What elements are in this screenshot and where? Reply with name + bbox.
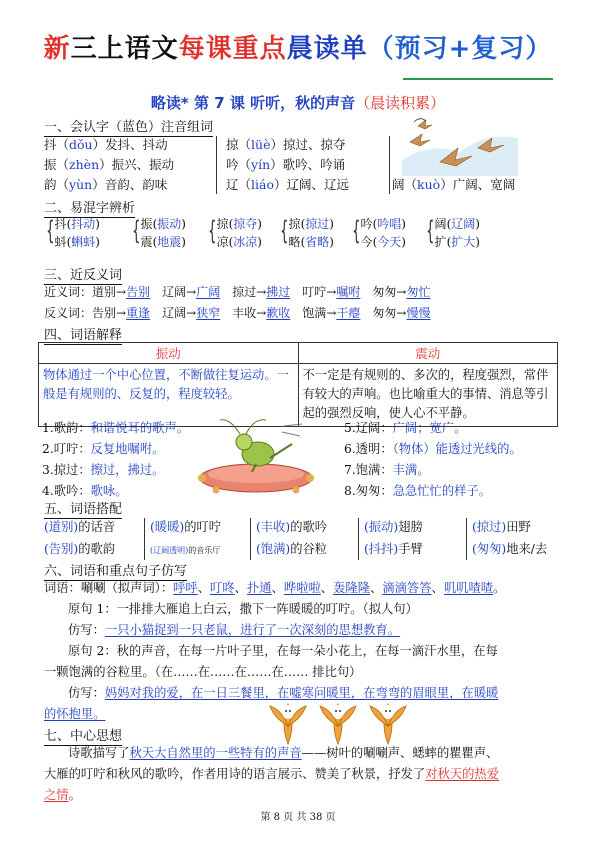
central-idea-line-3: 之情。 (44, 788, 81, 802)
explain-cell-1: 物体通过一个中心位置，不断做往复运动。一般是有规则的、反复的，程度较轻。 (39, 364, 299, 427)
section-heading-2: 二、易混字辨析 (44, 197, 135, 218)
char-column-2 (226, 135, 349, 195)
section-heading-4: 四、词语解释 (44, 324, 122, 345)
collocation: (抖抖)手臂 (364, 542, 423, 556)
central-idea-line-1: 诗歌描写了秋天大自然里的一些特有的声音——树叶的唰唰声、蟋蟀的瞿瞿声、 (68, 746, 499, 760)
divider (389, 136, 390, 194)
lesson-subtitle: 略读* 第 7 课 听听，秋的声音（晨读积累） (150, 94, 446, 112)
char-pair: {抖(抖动) 蚪(蝌蚪) (46, 216, 100, 249)
explain-header-2: 震动 (298, 343, 558, 364)
definition-item: 1.歌韵：和谐悦耳的歌声。 (42, 421, 190, 435)
definition-item: 5.辽阔：广阔；宽广。 (344, 421, 467, 435)
char-pair: {振(振动) 震(地震) (132, 216, 186, 249)
section-heading-3: 三、近反义词 (44, 264, 122, 285)
collocation: (掠过)田野 (472, 520, 531, 534)
definitions-left (42, 418, 189, 502)
char-row: 辽（liáo）辽阔、辽远 (226, 177, 350, 192)
antonym-row: 反义词：告别→重逢 辽阔→狭窄 丰收→歉收 饱满→干瘪 匆匆→慢慢 (44, 306, 431, 320)
char-row: 韵（yùn）音韵、韵味 (44, 177, 168, 192)
char-pair: {掠(掠过) 略(省略) (280, 216, 334, 249)
imitation-2a: 仿写：妈妈对我的爱，在一日三餐里，在嘘寒问暖里，在弯弯的眉眼里，在暖暖 (68, 686, 499, 700)
geese-illustration (400, 112, 520, 176)
collocation: (告别)的歌韵 (44, 542, 116, 556)
original-sentence-1: 原句 1：一排排大雁追上白云，撒下一阵暖暖的叮咛。（拟人句） (68, 602, 418, 616)
explain-cell-2: 不一定是有规则的、多次的，程度强烈，常伴有较大的声响。也比喻重大的事情、消息等引起的强烈反响，使人心不平静。 (298, 364, 558, 427)
definition-item: 2.叮咛：反复地嘱咐。 (42, 442, 165, 456)
char-column-3 (392, 175, 515, 195)
char-pair: {吟(吟唱) 今(今天) (352, 216, 406, 249)
explain-header-1: 振动 (39, 343, 299, 364)
central-idea-line-2: 大雁的叮咛和秋风的歌吟，作者用诗的语言展示、赞美了秋景，抒发了对秋天的热爱 (44, 767, 500, 781)
cricket-on-cushion-illustration (196, 414, 316, 498)
definition-item: 3.掠过：擦过，拂过。 (42, 463, 165, 477)
definitions-right (344, 418, 522, 502)
section-heading-1: 一、会认字（蓝色）注音组词 (44, 116, 213, 137)
char-pair: {阔(辽阔) 扩(扩大) (426, 216, 480, 249)
original-sentence-2b: 一颗饱满的谷粒里。（在……在……在……在…… 排比句） (44, 665, 362, 679)
definition-item: 4.歌吟：歌咏。 (42, 484, 128, 498)
divider (216, 136, 217, 194)
char-row: 掠（lüè）掠过、掠夺 (226, 137, 346, 152)
collocation: (匆匆)地来/去 (472, 542, 548, 556)
page-footer: 第 8 页 共 38 页 (260, 812, 336, 823)
char-row: 振（zhèn）振兴、振动 (44, 157, 175, 172)
char-row: 吟（yín）歌吟、吟诵 (226, 157, 346, 172)
section-heading-6: 六、词语和重点句子仿写 (44, 560, 187, 581)
onomatopoeia-line: 词语：唰唰（拟声词）：呼呼、叮咚、扑通、哗啦啦、轰隆隆、滴滴答答、叽叽喳喳。 (44, 581, 506, 595)
collocation: (暖暖)的叮咛 (150, 520, 222, 534)
section-heading-7: 七、中心思想 (44, 725, 122, 746)
title-underline (403, 78, 553, 80)
imitation-2b: 的怀抱里。 (44, 707, 106, 721)
collocation: (丰收)的歌吟 (256, 520, 328, 534)
char-column-1 (44, 135, 174, 195)
definition-item: 6.透明：（物体）能透过光线的。 (344, 442, 522, 456)
definition-item: 7.饱满：丰满。 (344, 463, 430, 477)
section-heading-5: 五、词语搭配 (44, 498, 122, 519)
char-row: 阔（kuò）广阔、宽阔 (392, 177, 516, 192)
synonym-row: 近义词：道别→告别 辽阔→广阔 掠过→拂过 叮咛→嘱咐 匆匆→匆忙 (44, 285, 431, 299)
char-row: 抖（dǒu）发抖、抖动 (44, 137, 168, 152)
collocation: (振动)翅膀 (364, 520, 423, 534)
collocation-grid (40, 516, 560, 566)
wheat-characters-illustration (268, 696, 418, 746)
collocation: (道别)的话音 (44, 520, 116, 534)
original-sentence-2a: 原句 2：秋的声音，在每一片叶子里，在每一朵小花上，在每一滴汗水里，在每 (68, 644, 498, 658)
char-pair: {掠(掠夺) 凉(冰凉) (208, 216, 262, 249)
page-title: 新三上语文每课重点晨读单（预习+复习） (43, 34, 553, 64)
collocation: (辽阔透明)的音乐厅 (150, 546, 221, 555)
collocation: (饱满)的谷粒 (256, 542, 328, 556)
definition-item: 8.匆匆：急急忙忙的样子。 (344, 484, 492, 498)
imitation-1: 仿写：一只小猫捉到一只老鼠，进行了一次深刻的思想教育。 (68, 623, 401, 637)
